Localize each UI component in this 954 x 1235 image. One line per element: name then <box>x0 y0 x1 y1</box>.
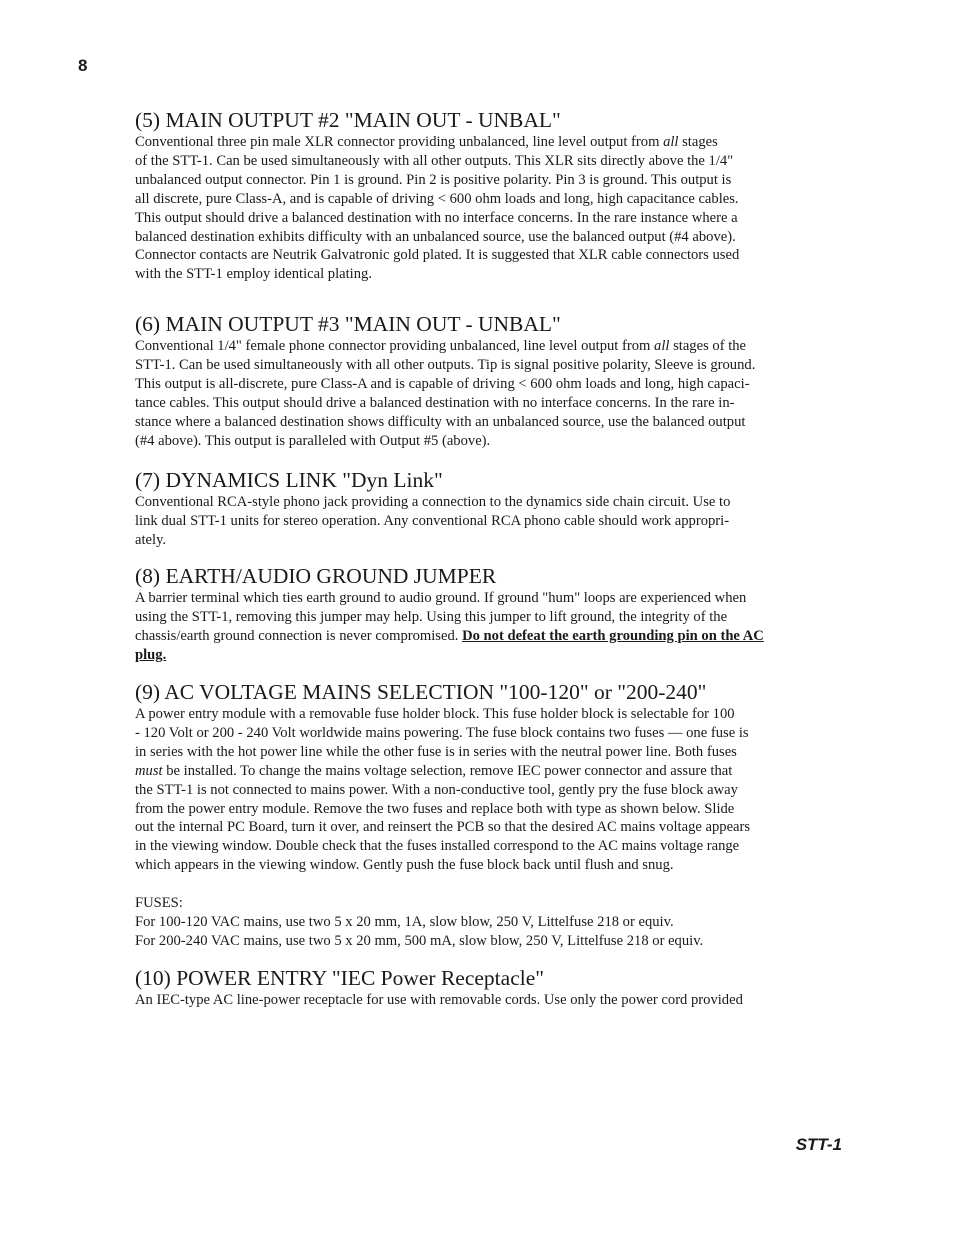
warning-text: Do not defeat the earth grounding pin on the AC <box>462 628 764 645</box>
section-body <box>135 705 845 951</box>
emphasis-text: must <box>135 762 163 779</box>
text-line: Conventional RCA-style phono jack providing a connection to the dynamics side chain circuit. Use to <box>135 493 731 510</box>
document-body <box>135 107 845 1010</box>
section-heading: (9) AC VOLTAGE MAINS SELECTION "100-120" or "200-240" <box>135 680 707 705</box>
section-heading: (5) MAIN OUTPUT #2 "MAIN OUT - UNBAL" <box>135 108 561 132</box>
text-line: STT-1. Can be used simultaneously with all other outputs. Tip is signal positive polarity, Sleeve is ground. <box>135 357 756 374</box>
text-line <box>135 337 845 356</box>
section-power-entry <box>135 965 845 1010</box>
text-line <box>135 627 845 646</box>
text-line: ately. <box>135 531 167 548</box>
section-dynamics-link <box>135 467 845 550</box>
text-line: the STT-1 is not connected to mains power. With a non-conductive tool, gently pry the fuse block away <box>135 781 738 798</box>
section-body <box>135 133 845 284</box>
text-run: Conventional three pin male XLR connector providing unbalanced, line level output from <box>135 134 664 150</box>
text-line: (#4 above). This output is paralleled with Output #5 (above). <box>135 432 491 449</box>
page-number: 8 <box>78 56 88 75</box>
text-line: balanced destination exhibits difficulty with an unbalanced source, use the balanced output (#4 above). <box>135 228 736 245</box>
text-line: from the power entry module. Remove the two fuses and replace both with type as shown below. Slide <box>135 800 735 817</box>
section-main-output-2 <box>135 107 845 284</box>
text-line: A barrier terminal which ties earth ground to audio ground. If ground "hum" loops are experienced when <box>135 590 747 607</box>
text-line: A power entry module with a removable fuse holder block. This fuse holder block is selectable for 100 <box>135 706 735 723</box>
section-body <box>135 337 845 450</box>
text-run: chassis/earth ground connection is never compromised. <box>135 628 463 645</box>
text-line <box>135 646 845 665</box>
section-ground-jumper <box>135 563 845 665</box>
text-line: link dual STT-1 units for stereo operation. Any conventional RCA phono cable should work appropri- <box>135 512 730 529</box>
emphasis-text: all <box>663 134 679 150</box>
text-run: stages of the <box>669 338 747 355</box>
fuse-spec-100-120: For 100-120 VAC mains, use two 5 x 20 mm, 1A, slow blow, 250 V, Littelfuse 218 or equiv. <box>135 913 674 930</box>
section-heading: (6) MAIN OUTPUT #3 "MAIN OUT - UNBAL" <box>135 312 561 337</box>
text-line <box>135 133 845 152</box>
text-run: stages <box>678 134 718 150</box>
text-line: This output should drive a balanced destination with no interface concerns. In the rare instance where a <box>135 209 738 226</box>
text-run: be installed. To change the mains voltage selection, remove IEC power connector and assure that <box>162 762 733 779</box>
text-line: which appears in the viewing window. Gently push the fuse block back until flush and snug. <box>135 857 674 874</box>
section-body <box>135 589 845 665</box>
fuse-spec-200-240: For 200-240 VAC mains, use two 5 x 20 mm, 500 mA, slow blow, 250 V, Littelfuse 218 or equiv. <box>135 932 704 949</box>
section-body <box>135 493 845 550</box>
section-ac-voltage-selection <box>135 679 845 951</box>
text-line <box>135 762 845 781</box>
text-line: out the internal PC Board, turn it over, and reinsert the PCB so that the desired AC mains voltage appears <box>135 819 751 836</box>
fuses-label: FUSES: <box>135 895 183 912</box>
text-line: all discrete, pure Class-A, and is capable of driving < 600 ohm loads and long, high capacitance cables. <box>135 190 739 207</box>
warning-text: plug. <box>135 647 167 664</box>
section-heading: (7) DYNAMICS LINK "Dyn Link" <box>135 467 443 492</box>
text-line: Connector contacts are Neutrik Galvatronic gold plated. It is suggested that XLR cable connectors used <box>135 247 740 264</box>
text-line: using the STT-1, removing this jumper may help. Using this jumper to lift ground, the integrity of the <box>135 609 728 626</box>
section-heading: (8) EARTH/AUDIO GROUND JUMPER <box>135 564 497 589</box>
text-run: Conventional 1/4" female phone connector providing unbalanced, line level output from <box>135 338 655 355</box>
footer-model-name: STT-1 <box>795 1135 842 1154</box>
text-line: in series with the hot power line while the other fuse is in series with the neutral power line. Both fuses <box>135 743 737 760</box>
text-line: unbalanced output connector. Pin 1 is ground. Pin 2 is positive polarity. Pin 3 is ground. This output is <box>135 171 732 188</box>
text-line: This output is all-discrete, pure Class-A and is capable of driving < 600 ohm loads and long, high capaci- <box>135 376 750 393</box>
text-line: stance where a balanced destination shows difficulty with an unbalanced source, use the balanced output <box>135 413 746 430</box>
text-line: tance cables. This output should drive a balanced destination with no interface concerns. In the rare in- <box>135 394 735 411</box>
text-line: in the viewing window. Double check that the fuses installed correspond to the AC mains voltage range <box>135 838 740 855</box>
section-body <box>135 991 845 1010</box>
section-heading: (10) POWER ENTRY "IEC Power Receptacle" <box>135 965 545 990</box>
text-line: - 120 Volt or 200 - 240 Volt worldwide mains powering. The fuse block contains two fuses — one fuse is <box>135 724 749 741</box>
text-line: of the STT-1. Can be used simultaneously with all other outputs. This XLR sits directly above the 1/4" <box>135 152 734 169</box>
emphasis-text: all <box>654 338 670 355</box>
text-line: An IEC-type AC line-power receptacle for use with removable cords. Use only the power cord provided <box>135 991 743 1008</box>
section-main-output-3 <box>135 311 845 450</box>
text-line: with the STT-1 employ identical plating. <box>135 266 372 283</box>
